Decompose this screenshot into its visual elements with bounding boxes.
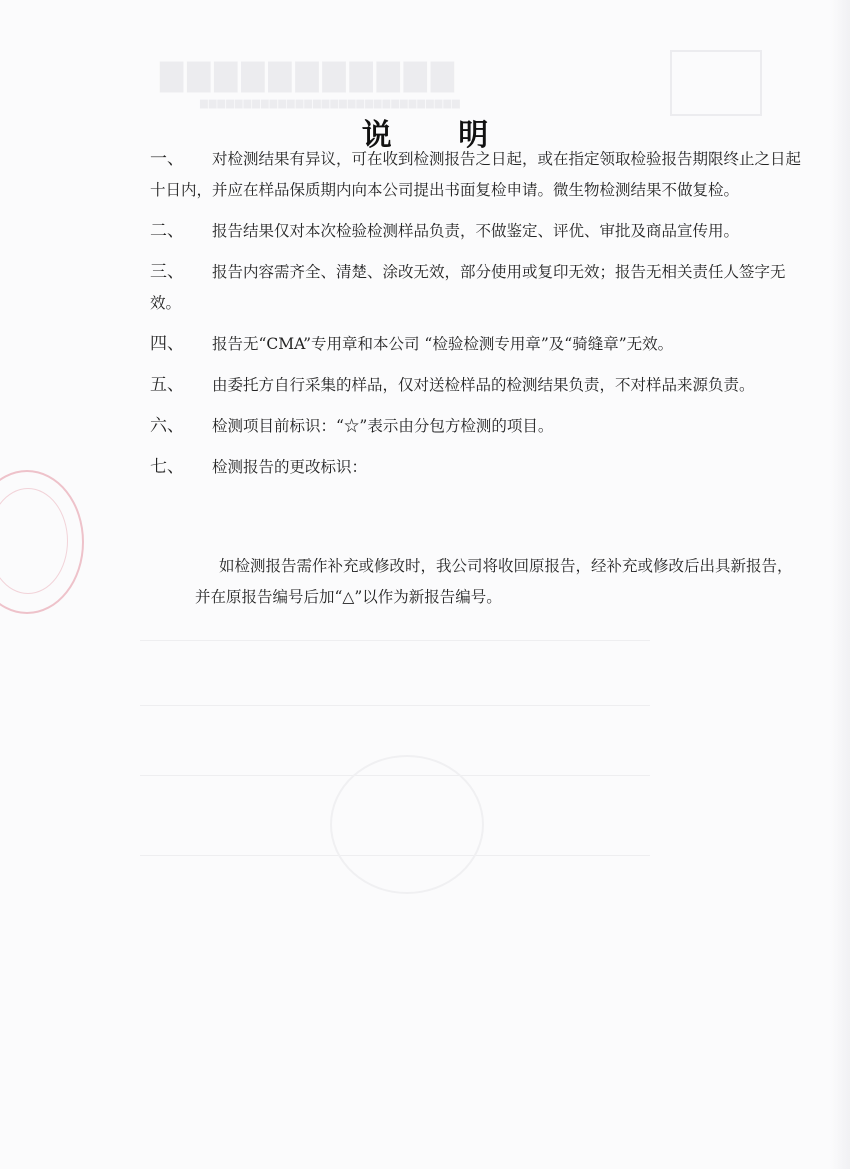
- list-item: [150, 329, 810, 360]
- list-item: [150, 452, 810, 483]
- item-text: 检测报告的更改标识：: [212, 458, 368, 476]
- revision-paragraph: 如检测报告需作补充或修改时，我公司将收回原报告，经补充或修改后出具新报告，并在原报告编号后加“△”以作为新报告编号。: [195, 556, 793, 606]
- list-item: [150, 257, 810, 319]
- scan-edge-shadow: [830, 0, 850, 1169]
- bleed-through-logo: [670, 50, 762, 116]
- list-item: [150, 144, 810, 206]
- item-number: 二、: [150, 221, 184, 241]
- list-item: [150, 216, 810, 247]
- bleed-through-subheader: ▆▆▆▆▆▆▆▆▆▆▆▆▆▆▆▆▆▆▆▆▆▆▆▆▆▆▆▆▆▆: [200, 98, 461, 109]
- item-text: 对检测结果有异议，可在收到检测报告之日起，或在指定领取检验报告期限终止之日起十日内，并应在样品保质期内向本公司提出书面复检申请。微生物检测结果不做复检。: [150, 150, 802, 199]
- list-item: [150, 411, 810, 442]
- item-text: 报告内容需齐全、清楚、涂改无效，部分使用或复印无效；报告无相关责任人签字无效。: [150, 263, 786, 312]
- item-number: 一、: [150, 149, 184, 169]
- bleed-through-stamp: [330, 755, 484, 894]
- item-text: 报告无“CMA”专用章和本公司 “检验检测专用章”及“骑缝章”无效。: [212, 335, 674, 353]
- item-number: 六、: [150, 416, 184, 436]
- item-text: 由委托方自行采集的样品，仅对送检样品的检测结果负责，不对样品来源负责。: [212, 376, 755, 394]
- item-number: 三、: [150, 262, 184, 282]
- bleed-through-line: [140, 640, 650, 641]
- notice-list: [150, 144, 810, 483]
- bleed-through-line: [140, 705, 650, 706]
- item-number: 四、: [150, 334, 184, 354]
- item-text: 检测项目前标识：“☆”表示由分包方检测的项目。: [212, 417, 554, 435]
- item-number: 七、: [150, 457, 184, 477]
- list-item: [150, 370, 810, 401]
- page-title: 说 明: [361, 118, 517, 154]
- item-number: 五、: [150, 375, 184, 395]
- bleed-through-header: ▇▇▇▇▇▇▇▇▇▇▇: [160, 58, 458, 93]
- item-text: 报告结果仅对本次检验检测样品负责，不做鉴定、评优、审批及商品宣传用。: [212, 222, 740, 240]
